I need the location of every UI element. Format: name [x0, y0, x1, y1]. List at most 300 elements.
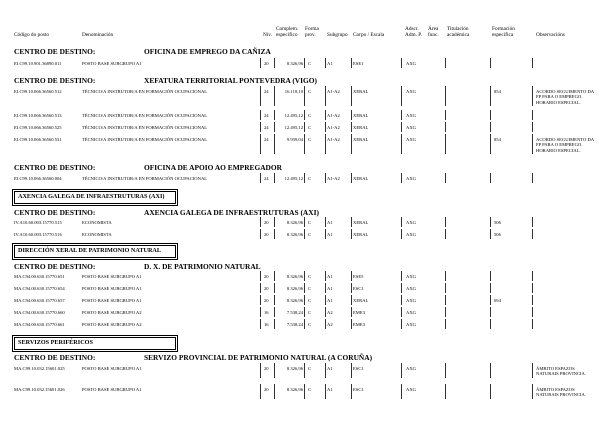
- cell-code: EI.C99.10.066.36560.004: [14, 176, 62, 181]
- organization-box: [14, 191, 176, 204]
- column-divider: [260, 217, 261, 227]
- cell-nivel: 20: [264, 220, 269, 225]
- destination-name: SERVIZO PROVINCIAL DE PATRIMONIO NATURAL (A CORUÑA): [144, 353, 373, 362]
- cell-complemento: 7.538,24: [286, 322, 303, 327]
- destination-name: D. X. DE PATRIMONIO NATURAL: [144, 262, 261, 271]
- header-observacions: Observacións: [536, 32, 565, 38]
- column-divider: [445, 134, 446, 154]
- cell-adscripcion: AXG: [406, 137, 416, 142]
- column-divider: [260, 134, 261, 154]
- column-divider: [401, 58, 402, 68]
- cell-complemento: 8.326,96: [286, 387, 303, 392]
- cell-corpo: ESC1: [353, 286, 364, 291]
- cell-forma: C: [308, 298, 312, 303]
- cell-forma: C: [308, 137, 312, 142]
- cell-formacion: 506: [494, 232, 501, 237]
- column-divider: [351, 122, 352, 132]
- cell-corpo: EME3: [353, 322, 365, 327]
- column-divider: [260, 384, 261, 399]
- table-row: [0, 274, 615, 283]
- cell-adscripcion: AXG: [406, 220, 416, 225]
- destination-heading: [14, 353, 373, 362]
- cell-denominacion: TÉCNICO/A INSTRUTOR/A EN FORMACIÓN OCUPACIONAL: [82, 176, 208, 181]
- column-divider: [260, 122, 261, 132]
- destination-heading: [14, 208, 319, 217]
- column-divider: [304, 86, 305, 106]
- column-divider: [351, 271, 352, 281]
- destination-heading: [14, 163, 282, 172]
- cell-denominacion: TÉCNICO/A INSTRUTOR/A EN FORMACIÓN OCUPACIONAL: [82, 137, 208, 142]
- column-divider: [304, 229, 305, 239]
- cell-subgrupo: A2: [327, 310, 333, 315]
- cell-code: IV.A10.60.003.15770.516: [14, 232, 62, 237]
- destination-label: CENTRO DE DESTINO:: [14, 262, 96, 271]
- cell-forma: C: [308, 232, 312, 237]
- column-divider: [401, 122, 402, 132]
- column-divider: [401, 134, 402, 154]
- column-divider: [445, 110, 446, 120]
- cell-nivel: 24: [264, 137, 269, 142]
- cell-formacion: 506: [494, 220, 501, 225]
- cell-adscripcion: AXG: [406, 298, 416, 303]
- column-divider: [351, 217, 352, 227]
- organization-title: DIRECCIÓN XERAL DE PATRIMONIO NATURAL: [18, 247, 162, 254]
- cell-nivel: 24: [264, 89, 269, 94]
- column-divider: [351, 229, 352, 239]
- cell-complemento: 8.326,96: [286, 298, 303, 303]
- column-divider: [304, 307, 305, 317]
- column-divider: [260, 86, 261, 106]
- cell-subgrupo: A1: [327, 387, 333, 392]
- column-divider: [351, 295, 352, 305]
- cell-corpo: ESC1: [353, 387, 364, 392]
- column-divider: [304, 283, 305, 293]
- cell-adscripcion: AXG: [406, 89, 416, 94]
- cell-adscripcion: AXG: [406, 286, 416, 291]
- cell-nivel: 24: [264, 176, 269, 181]
- cell-denominacion: TÉCNICO/A INSTRUTOR/A EN FORMACIÓN OCUPACIONAL: [82, 89, 208, 94]
- cell-corpo: ESE1: [353, 61, 364, 66]
- header-complemento: Complem. específico: [276, 26, 299, 39]
- column-divider: [445, 319, 446, 329]
- cell-adscripcion: AXG: [406, 176, 416, 181]
- table-row: [0, 220, 615, 229]
- table-row: [0, 232, 615, 241]
- header-subgrupo: Subgrupo: [327, 32, 348, 38]
- column-divider: [325, 307, 326, 317]
- cell-forma: C: [308, 61, 312, 66]
- column-divider: [490, 217, 491, 227]
- cell-forma: C: [308, 366, 312, 371]
- column-divider: [351, 110, 352, 120]
- column-divider: [532, 173, 533, 183]
- column-divider: [490, 271, 491, 281]
- cell-complemento: 12.495,12: [284, 176, 303, 181]
- column-divider: [445, 86, 446, 106]
- column-divider: [401, 110, 402, 120]
- table-row: [0, 125, 615, 134]
- cell-subgrupo: A1: [327, 366, 333, 371]
- column-divider: [490, 384, 491, 399]
- column-divider: [260, 110, 261, 120]
- cell-adscripcion: AXG: [406, 274, 416, 279]
- cell-code: MA.C94.00.630.15770.654: [14, 286, 65, 291]
- column-divider: [325, 271, 326, 281]
- cell-subgrupo: A1-A2: [327, 89, 340, 94]
- column-divider: [304, 271, 305, 281]
- column-divider: [351, 384, 352, 399]
- cell-subgrupo: A1-A2: [327, 113, 340, 118]
- organization-title: AXENCIA GALEGA DE INFRAESTRUTURAS (AXI): [18, 193, 165, 200]
- header-nivel: Niv.: [263, 32, 272, 38]
- column-divider: [351, 173, 352, 183]
- cell-subgrupo: A1-A2: [327, 137, 340, 142]
- column-divider: [445, 295, 446, 305]
- cell-code: EI.C99.10.066.36560.525: [14, 125, 62, 130]
- cell-code: EI.C99.10.066.36560.512: [14, 89, 62, 94]
- cell-corpo: ESC1: [353, 366, 364, 371]
- column-divider: [532, 363, 533, 378]
- cell-formacion: 854: [494, 89, 501, 94]
- cell-forma: C: [308, 89, 312, 94]
- cell-code: MA.C94.00.630.15770.661: [14, 322, 65, 327]
- header-code: Código do posto: [14, 32, 50, 38]
- cell-denominacion: POSTO BASE SUBGRUPO A1: [82, 298, 142, 303]
- cell-observacions: ÁMBITO ESPAZOS NATURAIS PROVINCIA.: [536, 387, 587, 398]
- cell-denominacion: POSTO BASE SUBGRUPO A1: [82, 286, 142, 291]
- column-divider: [445, 229, 446, 239]
- column-divider: [325, 217, 326, 227]
- column-divider: [445, 384, 446, 399]
- cell-adscripcion: AXG: [406, 310, 416, 315]
- column-divider: [445, 363, 446, 378]
- destination-name: AXENCIA GALEGA DE INFRAESTRUTURAS (AXI): [144, 208, 319, 217]
- cell-corpo: XERAL: [353, 125, 369, 130]
- cell-forma: C: [308, 125, 312, 130]
- cell-adscripcion: AXG: [406, 322, 416, 327]
- cell-denominacion: POSTO BASE SUBGRUPO A1: [82, 274, 142, 279]
- cell-denominacion: POSTO BASE SUBGRUPO A1: [82, 61, 142, 66]
- column-divider: [490, 229, 491, 239]
- cell-corpo: XERAL: [353, 176, 369, 181]
- column-divider: [401, 271, 402, 281]
- column-divider: [304, 110, 305, 120]
- column-divider: [490, 283, 491, 293]
- cell-nivel: 20: [264, 387, 269, 392]
- cell-adscripcion: AXG: [406, 232, 416, 237]
- column-divider: [490, 319, 491, 329]
- cell-observacions: ACORDO SEGUIMENTO DA FP PARA O EMPREGO. HORARIO ESPECIAL.: [536, 137, 595, 153]
- column-divider: [260, 319, 261, 329]
- column-divider: [351, 86, 352, 106]
- cell-denominacion: TÉCNICO/A INSTRUTOR/A EN FORMACIÓN OCUPACIONAL: [82, 125, 208, 130]
- cell-corpo: XERAL: [353, 298, 369, 303]
- cell-subgrupo: A1: [327, 61, 333, 66]
- column-divider: [490, 173, 491, 183]
- cell-observacions: ACORDO SEGUIMENTO DA FP PARA O EMPREGO. HORARIO ESPECIAL.: [536, 89, 595, 105]
- cell-complemento: 8.326,96: [286, 366, 303, 371]
- cell-code: MA.C94.00.630.15770.651: [14, 274, 65, 279]
- column-divider: [304, 173, 305, 183]
- header-corpo: Corpo / Escala: [353, 32, 385, 38]
- column-divider: [401, 283, 402, 293]
- column-divider: [490, 307, 491, 317]
- cell-complemento: 8.326,96: [286, 220, 303, 225]
- column-divider: [351, 283, 352, 293]
- cell-complemento: 8.326,96: [286, 274, 303, 279]
- cell-subgrupo: A1: [327, 286, 333, 291]
- cell-observacions: ÁMBITO ESPAZOS NATURAIS PROVINCIA.: [536, 366, 587, 377]
- cell-code: MA.C94.00.630.15770.660: [14, 310, 65, 315]
- column-divider: [260, 173, 261, 183]
- cell-nivel: 24: [264, 125, 269, 130]
- cell-subgrupo: A1: [327, 220, 333, 225]
- header-formacion: Formación específica: [492, 26, 515, 39]
- destination-heading: [14, 76, 317, 85]
- cell-nivel: 20: [264, 366, 269, 371]
- cell-code: EI.C99.10.066.36560.531: [14, 137, 62, 142]
- column-divider: [325, 295, 326, 305]
- column-divider: [351, 134, 352, 154]
- column-divider: [325, 229, 326, 239]
- header-adscripcion: Adscr. Adm. P.: [405, 26, 422, 39]
- cell-forma: C: [308, 310, 312, 315]
- organization-title: SERVIZOS PERIFÉRICOS: [18, 339, 93, 346]
- column-divider: [490, 134, 491, 154]
- cell-subgrupo: A1: [327, 274, 333, 279]
- table-row: [0, 286, 615, 295]
- cell-adscripcion: AXG: [406, 113, 416, 118]
- cell-complemento: 12.495,12: [284, 125, 303, 130]
- column-divider: [490, 295, 491, 305]
- column-divider: [490, 363, 491, 378]
- cell-forma: C: [308, 274, 312, 279]
- cell-adscripcion: AXG: [406, 61, 416, 66]
- cell-subgrupo: A1: [327, 232, 333, 237]
- destination-heading: [14, 47, 271, 56]
- destination-label: CENTRO DE DESTINO:: [14, 353, 96, 362]
- column-divider: [445, 122, 446, 132]
- cell-nivel: 16: [264, 322, 269, 327]
- column-divider: [325, 384, 326, 399]
- cell-code: EI.C99.10.066.36560.513: [14, 113, 62, 118]
- cell-code: MA.C99.10.032.15601.026: [14, 387, 65, 392]
- column-divider: [445, 307, 446, 317]
- cell-subgrupo: A1: [327, 298, 333, 303]
- table-row: [0, 113, 615, 122]
- column-divider: [325, 173, 326, 183]
- destination-label: CENTRO DE DESTINO:: [14, 163, 96, 172]
- column-divider: [351, 58, 352, 68]
- cell-forma: C: [308, 113, 312, 118]
- cell-corpo: XERAL: [353, 232, 369, 237]
- column-divider: [401, 173, 402, 183]
- destination-name: OFICINA DE APOIO AO EMPREGADOR: [144, 163, 282, 172]
- organization-box: [14, 337, 176, 350]
- cell-subgrupo: A2: [327, 322, 333, 327]
- cell-adscripcion: AXG: [406, 366, 416, 371]
- cell-nivel: 20: [264, 274, 269, 279]
- header-forma: Forma prov.: [305, 26, 319, 39]
- column-divider: [260, 295, 261, 305]
- cell-denominacion: ECONOMISTA: [82, 232, 112, 237]
- cell-code: IV.A10.60.003.15770.515: [14, 220, 62, 225]
- cell-forma: C: [308, 387, 312, 392]
- cell-corpo: XERAL: [353, 220, 369, 225]
- cell-corpo: XERAL: [353, 89, 369, 94]
- header-area: Área func.: [428, 26, 439, 39]
- cell-denominacion: ECONOMISTA: [82, 220, 112, 225]
- destination-name: XEFATURA TERRITORIAL PONTEVEDRA (VIGO): [144, 76, 317, 85]
- column-divider: [401, 229, 402, 239]
- column-divider: [304, 384, 305, 399]
- destination-label: CENTRO DE DESTINO:: [14, 208, 96, 217]
- column-divider: [401, 363, 402, 378]
- column-divider: [401, 217, 402, 227]
- table-row: [0, 176, 615, 185]
- destination-label: CENTRO DE DESTINO:: [14, 47, 96, 56]
- cell-nivel: 20: [264, 61, 269, 66]
- cell-nivel: 20: [264, 298, 269, 303]
- cell-denominacion: POSTO BASE SUBGRUPO A1: [82, 387, 142, 392]
- column-divider: [532, 122, 533, 132]
- column-divider: [325, 319, 326, 329]
- column-divider: [532, 384, 533, 399]
- cell-adscripcion: AXG: [406, 387, 416, 392]
- column-divider: [532, 229, 533, 239]
- table-row: [0, 89, 615, 108]
- table-row: [0, 310, 615, 319]
- cell-adscripcion: AXG: [406, 125, 416, 130]
- column-divider: [401, 307, 402, 317]
- table-row: [0, 387, 615, 401]
- column-divider: [304, 217, 305, 227]
- column-divider: [532, 134, 533, 154]
- destination-heading: [14, 262, 261, 271]
- column-divider: [490, 86, 491, 106]
- column-divider: [401, 384, 402, 399]
- column-divider: [445, 283, 446, 293]
- cell-complemento: 16.118,10: [284, 89, 303, 94]
- column-divider: [445, 217, 446, 227]
- column-divider: [490, 58, 491, 68]
- table-row: [0, 366, 615, 380]
- column-divider: [401, 86, 402, 106]
- cell-denominacion: POSTO BASE SUBGRUPO A1: [82, 366, 142, 371]
- column-divider: [260, 283, 261, 293]
- cell-complemento: 8.326,96: [286, 232, 303, 237]
- column-divider: [445, 173, 446, 183]
- column-divider: [532, 307, 533, 317]
- table-row: [0, 137, 615, 156]
- destination-name: OFICINA DE EMPREGO DA CAÑIZA: [144, 47, 271, 56]
- column-divider: [445, 58, 446, 68]
- destination-label: CENTRO DE DESTINO:: [14, 76, 96, 85]
- column-divider: [532, 295, 533, 305]
- column-divider: [325, 58, 326, 68]
- column-divider: [260, 229, 261, 239]
- column-divider: [304, 295, 305, 305]
- header-titulacion: Titulación académica: [447, 26, 470, 39]
- cell-corpo: XERAL: [353, 113, 369, 118]
- cell-nivel: 20: [264, 232, 269, 237]
- column-divider: [325, 363, 326, 378]
- column-divider: [260, 363, 261, 378]
- cell-nivel: 16: [264, 310, 269, 315]
- column-divider: [532, 271, 533, 281]
- cell-code: MA.C94.00.630.15770.657: [14, 298, 65, 303]
- cell-code: EI.C99.10.901.36890.011: [14, 61, 62, 66]
- column-divider: [401, 295, 402, 305]
- header-denominacion: Denominación: [82, 32, 114, 38]
- column-divider: [304, 363, 305, 378]
- organization-box: [14, 245, 176, 258]
- cell-code: MA.C99.10.032.15601.025: [14, 366, 65, 371]
- column-divider: [532, 58, 533, 68]
- column-divider: [260, 58, 261, 68]
- cell-complemento: 12.495,12: [284, 113, 303, 118]
- column-divider: [325, 110, 326, 120]
- column-divider: [401, 319, 402, 329]
- column-divider: [532, 283, 533, 293]
- column-divider: [490, 110, 491, 120]
- cell-corpo: EME3: [353, 310, 365, 315]
- column-divider: [532, 217, 533, 227]
- column-divider: [351, 307, 352, 317]
- column-divider: [351, 363, 352, 378]
- cell-forma: C: [308, 220, 312, 225]
- cell-formacion: 854: [494, 137, 501, 142]
- column-divider: [325, 122, 326, 132]
- column-divider: [260, 271, 261, 281]
- cell-forma: C: [308, 322, 312, 327]
- cell-complemento: 9.939,04: [286, 137, 303, 142]
- cell-formacion: 694: [494, 298, 501, 303]
- cell-corpo: XERAL: [353, 137, 369, 142]
- column-divider: [532, 319, 533, 329]
- table-row: [0, 61, 615, 70]
- column-divider: [445, 271, 446, 281]
- column-divider: [351, 319, 352, 329]
- cell-denominacion: POSTO BASE SUBGRUPO A2: [82, 322, 142, 327]
- column-divider: [532, 86, 533, 106]
- cell-forma: C: [308, 286, 312, 291]
- table-row: [0, 322, 615, 331]
- column-divider: [325, 86, 326, 106]
- column-divider: [490, 122, 491, 132]
- cell-denominacion: TÉCNICO/A INSTRUTOR/A EN FORMACIÓN OCUPACIONAL: [82, 113, 208, 118]
- cell-denominacion: POSTO BASE SUBGRUPO A2: [82, 310, 142, 315]
- column-divider: [304, 58, 305, 68]
- cell-nivel: 24: [264, 113, 269, 118]
- cell-corpo: ESE5: [353, 274, 364, 279]
- column-divider: [325, 134, 326, 154]
- column-divider: [260, 307, 261, 317]
- table-row: [0, 298, 615, 307]
- column-divider: [304, 122, 305, 132]
- cell-complemento: 8.326,96: [286, 286, 303, 291]
- column-divider: [304, 134, 305, 154]
- cell-subgrupo: A1-A2: [327, 176, 340, 181]
- column-divider: [532, 110, 533, 120]
- column-divider: [325, 283, 326, 293]
- cell-subgrupo: A1-A2: [327, 125, 340, 130]
- column-divider: [304, 319, 305, 329]
- cell-forma: C: [308, 176, 312, 181]
- cell-complemento: 7.538,24: [286, 310, 303, 315]
- cell-nivel: 20: [264, 286, 269, 291]
- cell-complemento: 8.326,96: [286, 61, 303, 66]
